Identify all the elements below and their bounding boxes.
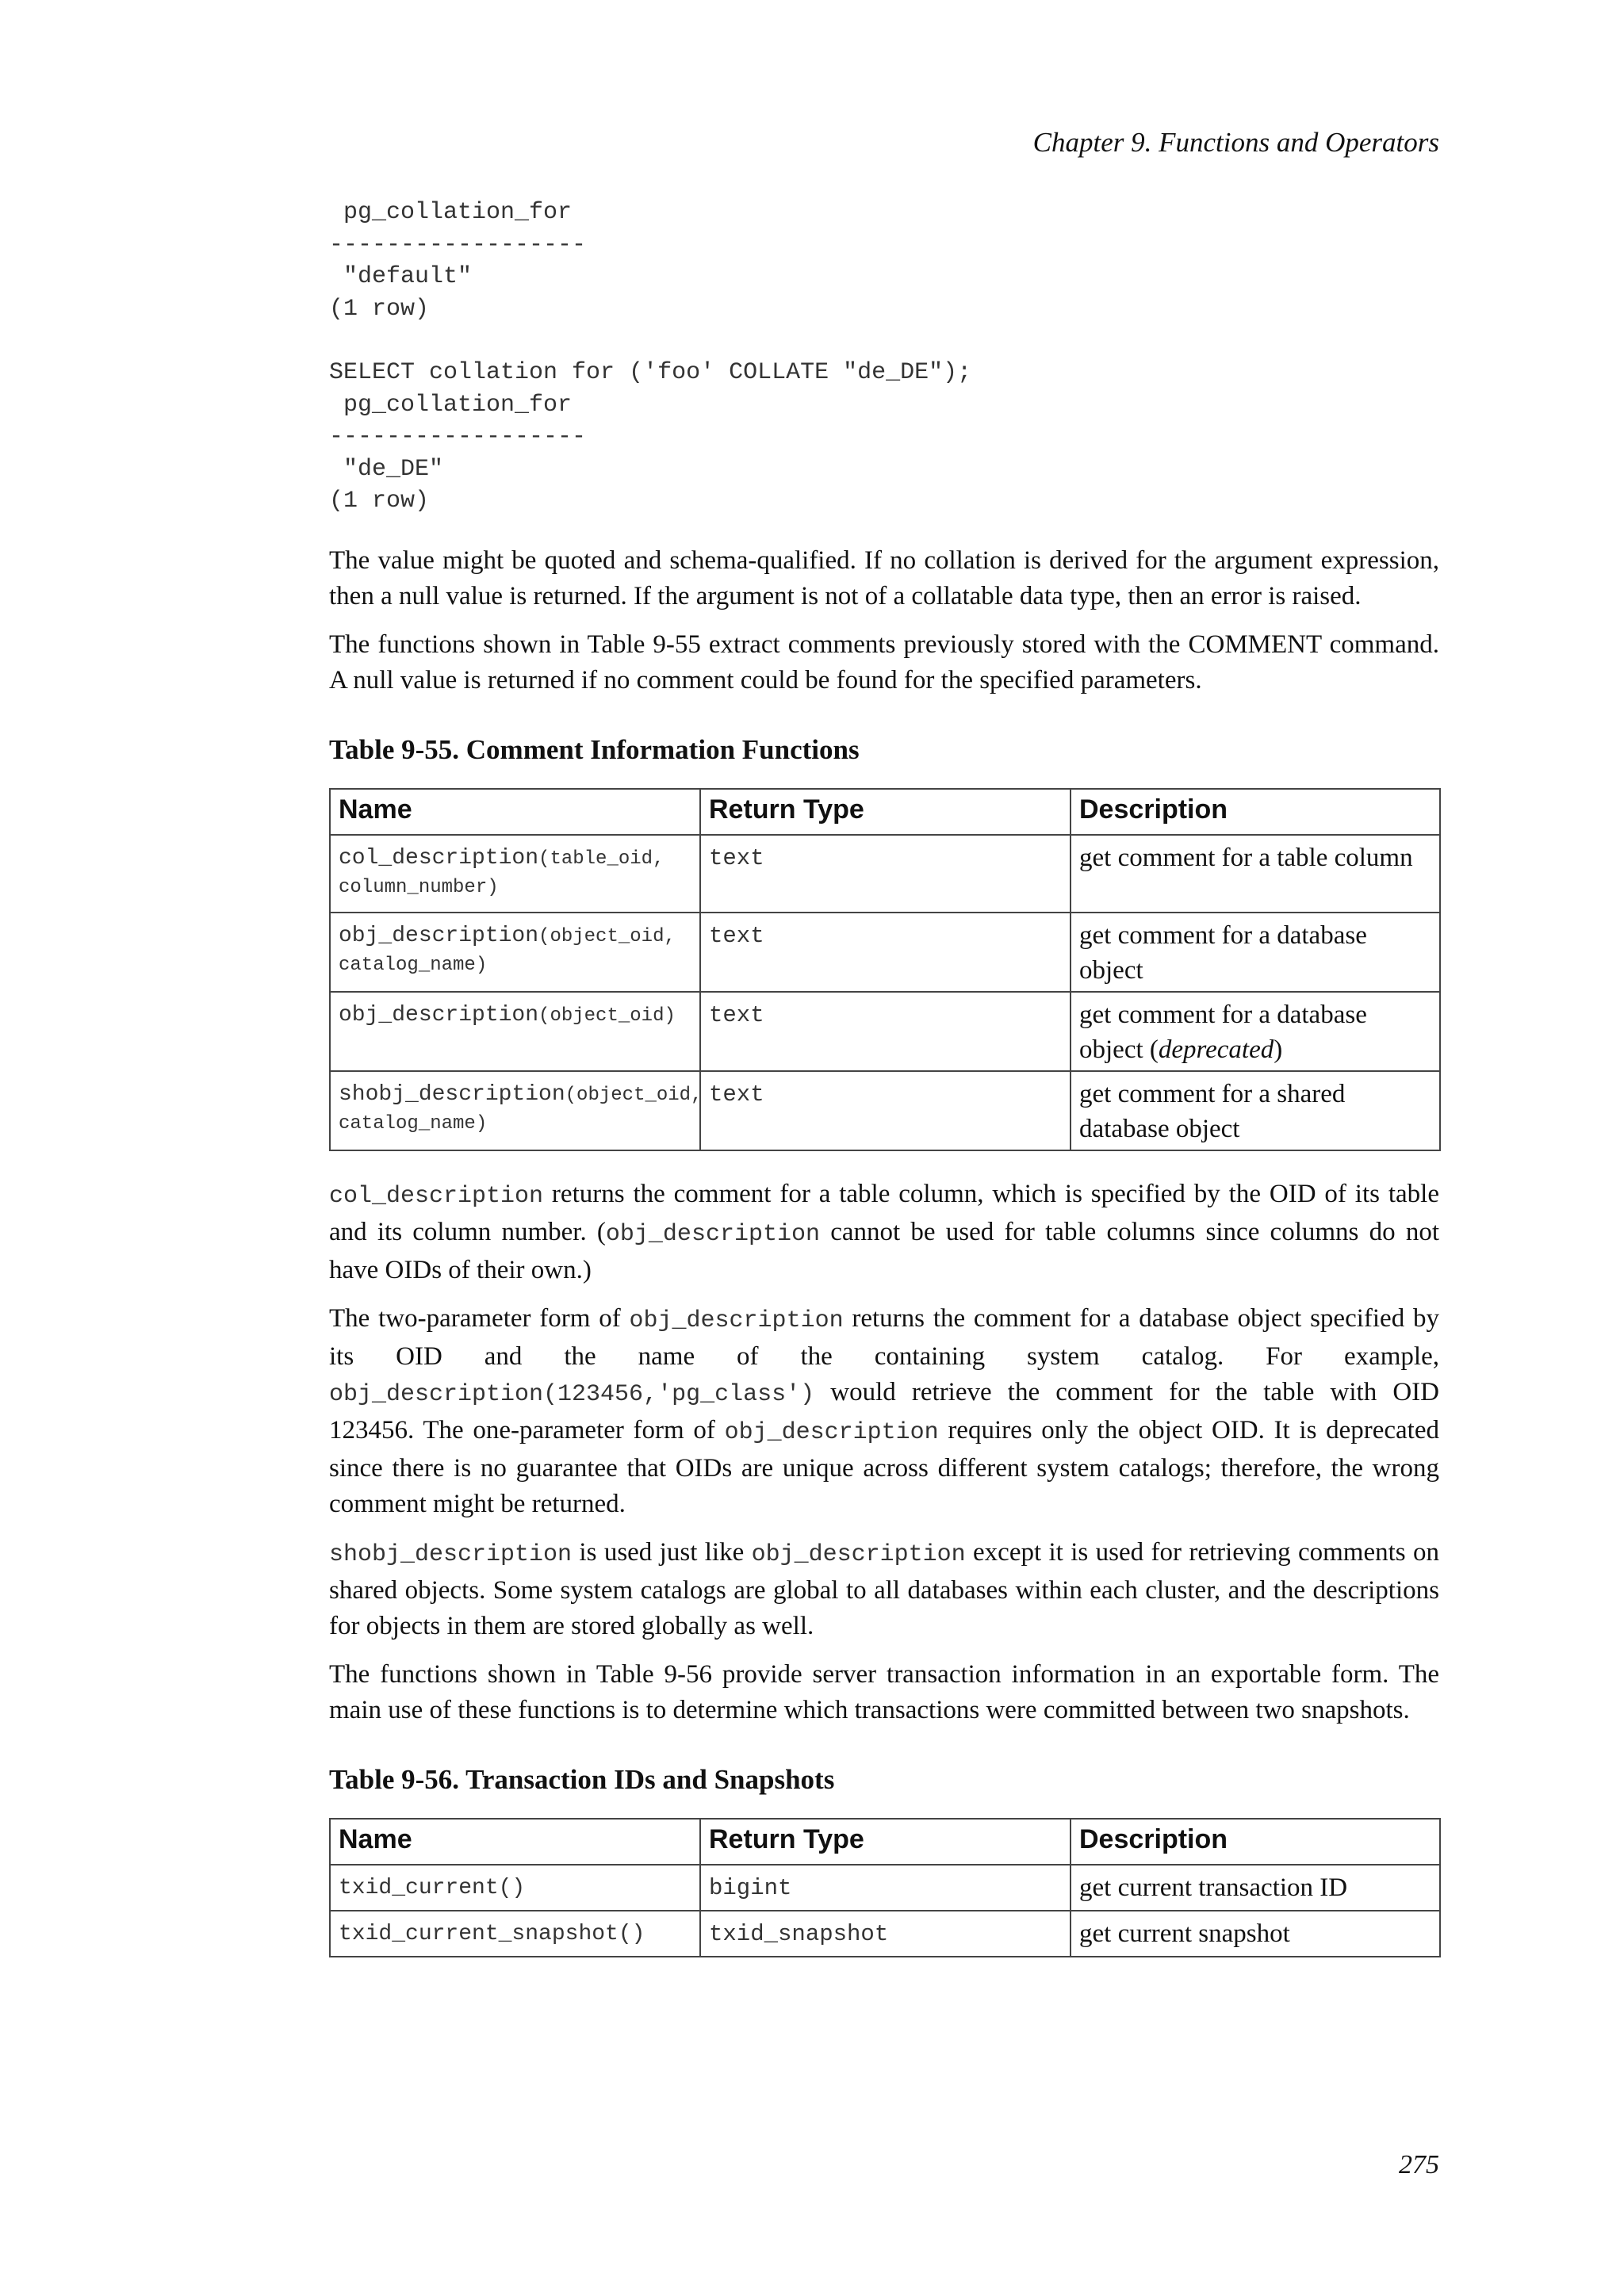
function-name-cell [330, 835, 700, 913]
return-type-cell [700, 913, 1071, 992]
inline-code: obj_description [724, 1418, 939, 1446]
description-text: get current snapshot [1079, 1919, 1290, 1948]
return-type-cell [700, 1865, 1071, 1911]
column-header-return-type: Return Type [700, 789, 1071, 835]
function-name-cell [330, 1865, 700, 1911]
column-header-description: Description [1071, 789, 1440, 835]
description-text: get comment for a database object ( [1079, 1000, 1367, 1064]
function-name: txid_current() [339, 1875, 526, 1900]
paragraph-text: cannot be used for table columns since columns do not have OIDs of their own.) [329, 1217, 1439, 1284]
paragraph-text: is used just like [572, 1537, 752, 1567]
table-row [330, 1911, 1440, 1957]
paragraph-text: returns the comment for a table column, which is specified by the OID of its table and its column number. ( [329, 1179, 1439, 1246]
table-header-row [330, 789, 1440, 835]
table-row [330, 1865, 1440, 1911]
inline-code: col_description [329, 1182, 544, 1210]
paragraph-text: except it is used for retrieving comments on shared objects. Some system catalogs are global to all databases within each cluster, and the descriptions for objects in them are stored globally as well. [329, 1537, 1439, 1640]
function-args: (object_oid) [538, 1004, 676, 1027]
inline-code: obj_description [605, 1220, 820, 1248]
return-type-cell [700, 992, 1071, 1071]
return-type-cell [700, 835, 1071, 913]
code-block-default: pg_collation_for ------------------ "default" (1 row) [329, 199, 587, 323]
function-name-cell [330, 992, 700, 1071]
paragraph-text: returns the comment for a database object specified by its OID and the name of the containing system catalog. For example, [329, 1303, 1439, 1371]
paragraph-collation-note: The value might be quoted and schema-qualified. If no collation is derived for the argument expression, then a null value is returned. If the argument is not of a collatable data type, then an error is raised. [329, 545, 1439, 610]
description-cell [1071, 1071, 1440, 1150]
function-name: obj_description [339, 923, 539, 948]
paragraph-table56-intro: The functions shown in Table 9-56 provide server transaction information in an exportable form. The main use of these functions is to determine which transactions were committed between two snapshots. [329, 1659, 1439, 1724]
inline-code: obj_description [629, 1307, 844, 1334]
function-name: obj_description [339, 1002, 539, 1027]
return-type: bigint [709, 1874, 792, 1901]
column-header-name: Name [330, 1819, 700, 1865]
paragraph-text: requires only the object OID. It is deprecated since there is no guarantee that OIDs are unique across different system catalogs; therefore, the wrong comment might be returned. [329, 1415, 1439, 1518]
return-type: txid_snapshot [709, 1920, 889, 1947]
page-content [329, 197, 1439, 1957]
paragraph-text: The two-parameter form of [329, 1303, 630, 1333]
description-cell [1071, 835, 1440, 913]
description-text: get comment for a database object [1079, 920, 1367, 985]
paragraph-obj-description [329, 1301, 1439, 1522]
function-args: (object_oid, catalog_name) [339, 1084, 703, 1135]
table-row [330, 835, 1440, 913]
description-cell [1071, 1911, 1440, 1957]
table-row [330, 1071, 1440, 1150]
return-type: text [709, 1001, 764, 1028]
inline-code: obj_description(123456,'pg_class') [329, 1380, 815, 1408]
paragraph-text: would retrieve the comment for the table with OID 123456. The one-parameter form of [329, 1377, 1439, 1445]
return-type-cell [700, 1071, 1071, 1150]
page-number: 275 [1399, 2150, 1439, 2179]
column-header-return-type: Return Type [700, 1819, 1071, 1865]
function-name-cell [330, 913, 700, 992]
table-9-55-title: Table 9-55. Comment Information Functions [329, 733, 860, 765]
table-9-56 [329, 1818, 1441, 1957]
function-args: (table_oid, column_number) [339, 848, 665, 898]
table-row [330, 913, 1440, 992]
description-text: get comment for a shared database object [1079, 1079, 1346, 1143]
paragraph-table55-intro: The functions shown in Table 9-55 extract comments previously stored with the COMMENT command. A null value is returned if no comment could be found for the specified parameters. [329, 629, 1439, 695]
table-row [330, 992, 1440, 1071]
return-type: text [709, 1081, 764, 1108]
description-cell [1071, 913, 1440, 992]
code-block-collation: SELECT collation for ('foo' COLLATE "de_DE"); pg_collation_for ------------------ "de_DE" (1 row) [329, 359, 972, 515]
chapter-header: Chapter 9. Functions and Operators [1032, 127, 1439, 158]
deprecated-label: deprecated [1158, 1035, 1274, 1064]
paragraph-col-description [329, 1177, 1439, 1288]
return-type: text [709, 844, 764, 871]
column-header-description: Description [1071, 1819, 1440, 1865]
inline-code: shobj_description [329, 1540, 573, 1568]
table-header-row [330, 1819, 1440, 1865]
function-name-cell [330, 1911, 700, 1957]
description-tail: ) [1274, 1035, 1283, 1064]
return-type: text [709, 922, 764, 949]
function-name-cell [330, 1071, 703, 1150]
inline-code: obj_description [751, 1540, 966, 1568]
function-args: (object_oid, catalog_name) [339, 925, 676, 976]
description-cell [1071, 1865, 1440, 1911]
description-cell [1071, 992, 1440, 1071]
table-9-56-title: Table 9-56. Transaction IDs and Snapshots [329, 1763, 835, 1795]
table-9-55 [329, 788, 1441, 1151]
column-header-name: Name [330, 789, 700, 835]
function-name: txid_current_snapshot() [339, 1921, 645, 1946]
description-text: get comment for a table column [1079, 843, 1413, 872]
return-type-cell [700, 1911, 1071, 1957]
description-text: get current transaction ID [1079, 1873, 1348, 1902]
function-name: shobj_description [339, 1081, 565, 1107]
function-name: col_description [339, 845, 539, 871]
paragraph-shobj-description [329, 1535, 1439, 1644]
